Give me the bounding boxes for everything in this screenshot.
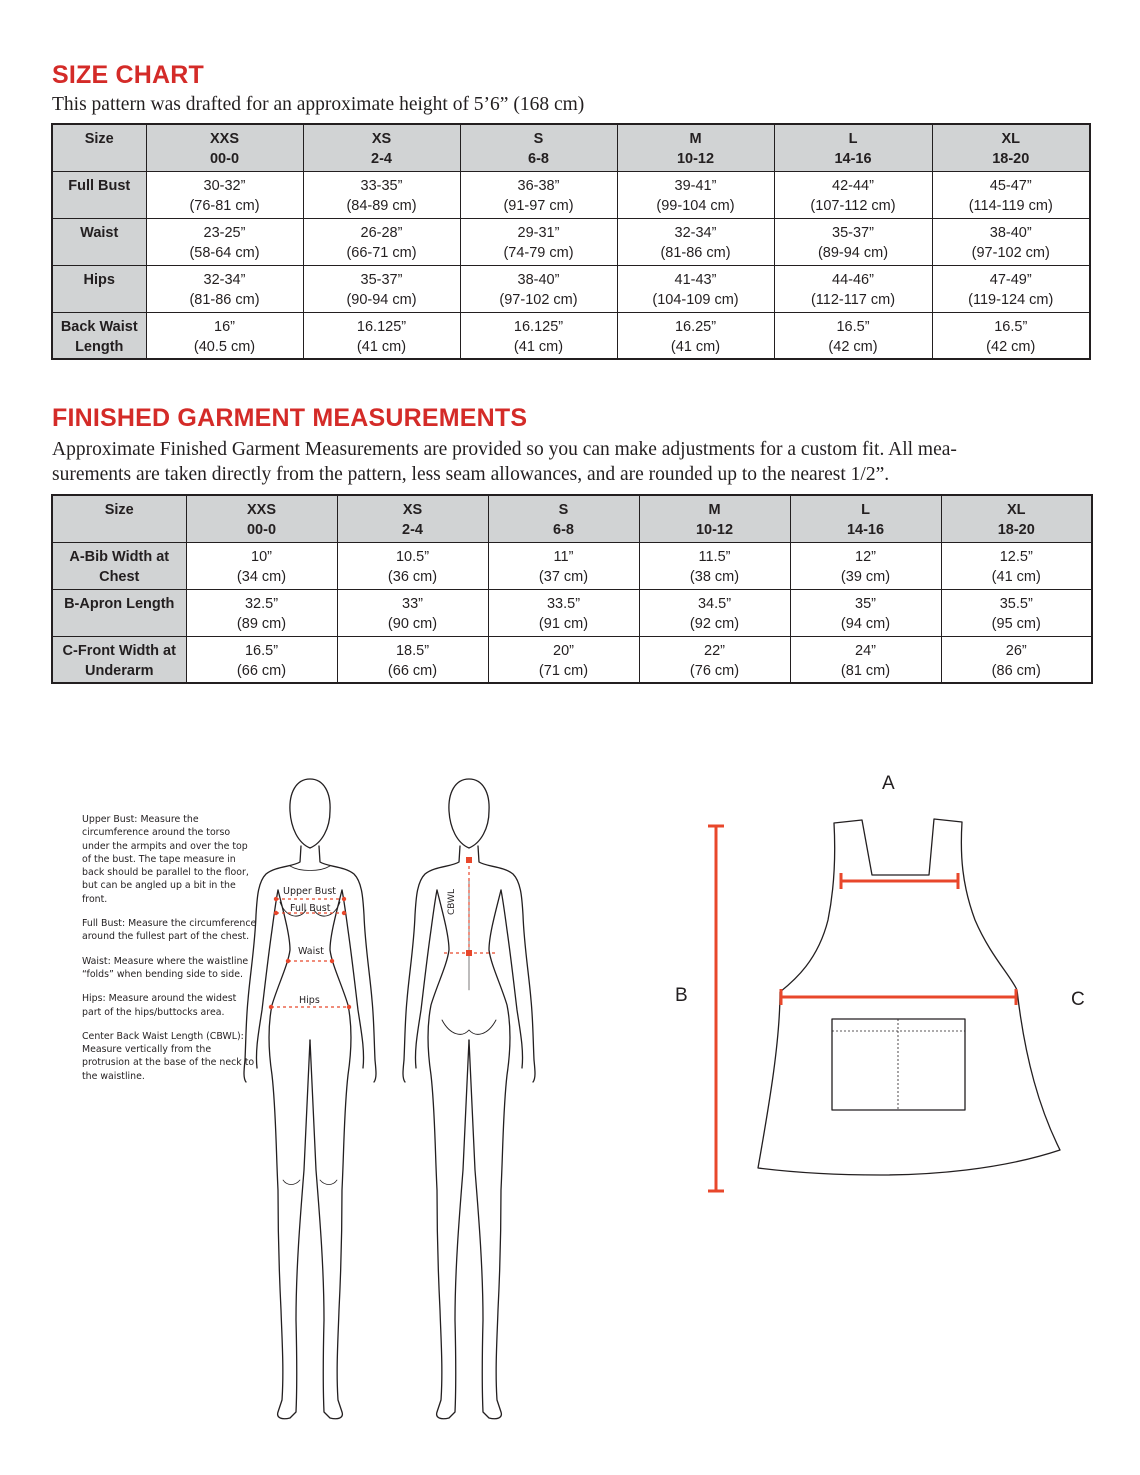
header-size-label: XL [1001, 131, 1021, 147]
value-cm: (42 cm) [986, 338, 1036, 355]
header-size-label: M [708, 502, 721, 518]
value-cm: (99-104 cm) [656, 197, 735, 214]
label-full-bust: Full Bust [290, 903, 331, 914]
value-inches: 33.5” [546, 595, 581, 612]
instruction-hips: Hips: Measure around the widest part of the hips/buttocks area. [82, 993, 237, 1018]
header-size-range: 14-16 [846, 522, 885, 538]
value-cm: (36 cm) [387, 568, 438, 585]
header-size-label: L [861, 502, 870, 518]
value-inches: 16.5” [836, 318, 870, 335]
header-size-label: Size [104, 502, 134, 518]
value-inches: 32-34” [674, 224, 717, 241]
value-cm: (76-81 cm) [189, 197, 260, 214]
value-inches: 23-25” [203, 224, 246, 241]
header-size-range: 18-20 [997, 522, 1035, 538]
value-cm: (95 cm) [991, 615, 1041, 632]
value-cm: (104-109 cm) [652, 291, 739, 308]
value-inches: 32-34” [203, 271, 246, 288]
row-label-line: Hips [83, 271, 115, 288]
finished-title: FINISHED GARMENT MEASUREMENTS [52, 404, 528, 432]
value-cm: (97-102 cm) [499, 291, 578, 308]
header-size-label: XS [371, 131, 392, 147]
apron-label-c: C [1071, 989, 1085, 1010]
apron-label-a: A [882, 773, 895, 794]
value-cm: (66 cm) [236, 662, 287, 679]
header-size-range: 00-0 [209, 151, 240, 167]
value-inches: 35.5” [999, 595, 1033, 612]
value-inches: 42-44” [832, 177, 874, 194]
finished-intro-line-1: Approximate Finished Garment Measurements are provided so you can make adjustments for a custom fit. All mea- [52, 439, 957, 460]
value-inches: 10.5” [395, 548, 430, 565]
value-cm: (97-102 cm) [971, 244, 1050, 261]
row-label-line: A-Bib Width at [69, 548, 170, 565]
value-inches: 12.5” [999, 548, 1033, 565]
value-cm: (86 cm) [991, 662, 1041, 679]
value-inches: 16.125” [513, 318, 564, 335]
value-cm: (119-124 cm) [968, 291, 1054, 308]
value-cm: (112-117 cm) [810, 291, 896, 308]
value-cm: (89-94 cm) [817, 244, 889, 261]
value-cm: (41 cm) [356, 338, 407, 355]
header-size-label: S [558, 502, 569, 518]
header-size-label: L [848, 131, 858, 147]
value-cm: (84-89 cm) [346, 197, 417, 214]
row-label-line: Length [75, 338, 124, 355]
value-inches: 16.125” [356, 318, 407, 335]
header-size-range: 00-0 [246, 522, 277, 538]
value-cm: (66-71 cm) [346, 244, 417, 261]
label-hips: Hips [299, 995, 320, 1006]
header-size-range: 6-8 [553, 522, 574, 538]
value-cm: (40.5 cm) [193, 338, 256, 355]
header-size-range: 10-12 [695, 522, 734, 538]
value-cm: (94 cm) [840, 615, 891, 632]
value-cm: (41 cm) [991, 568, 1041, 585]
value-cm: (107-112 cm) [810, 197, 896, 214]
value-inches: 12” [855, 548, 876, 565]
value-cm: (114-119 cm) [968, 197, 1053, 214]
header-size-range: 14-16 [834, 151, 872, 167]
value-inches: 35-37” [360, 271, 403, 288]
apron-label-b: B [675, 985, 688, 1006]
header-size-label: XXS [209, 131, 239, 147]
value-cm: (41 cm) [513, 338, 564, 355]
row-label-line: Underarm [85, 662, 154, 679]
instruction-full-bust: Full Bust: Measure the circumference around the fullest part of the chest. [82, 918, 257, 943]
row-label-line: B-Apron Length [64, 595, 175, 612]
value-inches: 47-49” [989, 271, 1032, 288]
label-waist: Waist [298, 946, 324, 957]
row-label-line: Chest [99, 568, 140, 585]
value-cm: (38 cm) [689, 568, 740, 585]
value-inches: 20” [553, 642, 574, 659]
value-inches: 22” [704, 642, 725, 659]
value-inches: 16.5” [244, 642, 279, 659]
value-cm: (91-97 cm) [503, 197, 574, 214]
value-inches: 24” [855, 642, 876, 659]
value-inches: 16” [214, 318, 235, 335]
value-cm: (81-86 cm) [189, 291, 260, 308]
value-inches: 35” [855, 595, 876, 612]
value-inches: 45-47” [989, 177, 1032, 194]
value-inches: 16.25” [674, 318, 717, 335]
label-upper-bust: Upper Bust [283, 886, 336, 897]
value-cm: (90-94 cm) [346, 291, 417, 308]
value-inches: 32.5” [244, 595, 279, 612]
header-size-label: Size [84, 131, 114, 147]
value-cm: (89 cm) [236, 615, 287, 632]
row-label-line: Back Waist [60, 318, 138, 335]
header-size-range: 6-8 [528, 151, 549, 167]
value-cm: (41 cm) [670, 338, 721, 355]
header-size-label: M [689, 131, 702, 147]
value-inches: 26-28” [360, 224, 403, 241]
value-inches: 36-38” [517, 177, 560, 194]
value-cm: (90 cm) [387, 615, 438, 632]
finished-intro-line-2: surements are taken directly from the pattern, less seam allowances, and are rounded up to the nearest 1/2”. [52, 464, 890, 485]
front-body-figure [244, 779, 376, 1419]
value-cm: (39 cm) [840, 568, 891, 585]
label-cbwl: CBWL [447, 888, 457, 915]
row-label-line: Full Bust [68, 177, 131, 194]
size-chart-title: SIZE CHART [52, 61, 204, 89]
header-size-label: XS [402, 502, 423, 518]
value-inches: 39-41” [674, 177, 717, 194]
value-inches: 11.5” [698, 548, 731, 565]
value-inches: 38-40” [989, 224, 1032, 241]
value-cm: (42 cm) [828, 338, 878, 355]
value-cm: (37 cm) [538, 568, 589, 585]
value-cm: (71 cm) [538, 662, 589, 679]
header-size-label: S [533, 131, 544, 147]
value-cm: (66 cm) [387, 662, 438, 679]
value-inches: 33-35” [360, 177, 403, 194]
value-cm: (81 cm) [840, 662, 891, 679]
value-cm: (74-79 cm) [503, 244, 574, 261]
value-inches: 26” [1005, 642, 1027, 659]
header-size-range: 10-12 [676, 151, 715, 167]
apron-measure-lines [708, 826, 1016, 1191]
row-label-line: C-Front Width at [62, 642, 176, 659]
value-inches: 16.5” [994, 318, 1028, 335]
value-inches: 35-37” [832, 224, 874, 241]
value-cm: (91 cm) [538, 615, 589, 632]
instruction-cbwl: Center Back Waist Length (CBWL): Measure vertically from the protrusion at the base of the neck to the waistline. [82, 1030, 255, 1082]
value-inches: 41-43” [674, 271, 717, 288]
instruction-upper-bust: Upper Bust: Measure the circumference around the torso under the armpits and over the top of the bust. The tape measure in back should be parallel to the floor, but can be angled up a bit in the front. [82, 814, 249, 905]
size-chart-subtitle: This pattern was drafted for an approximate height of 5’6” (168 cm) [52, 94, 585, 115]
value-cm: (76 cm) [689, 662, 740, 679]
value-cm: (92 cm) [689, 615, 740, 632]
value-inches: 11” [553, 548, 574, 565]
value-cm: (58-64 cm) [189, 244, 260, 261]
value-inches: 10” [251, 548, 272, 565]
value-inches: 33” [402, 595, 423, 612]
value-cm: (34 cm) [236, 568, 287, 585]
row-label-line: Waist [80, 224, 119, 241]
value-inches: 34.5” [697, 595, 732, 612]
header-size-range: 18-20 [992, 151, 1030, 167]
instruction-waist: Waist: Measure where the waistline “folds” when bending side to side. [82, 955, 249, 980]
header-size-range: 2-4 [371, 151, 392, 167]
value-inches: 29-31” [517, 224, 560, 241]
value-cm: (81-86 cm) [660, 244, 731, 261]
value-inches: 44-46” [832, 271, 874, 288]
header-size-range: 2-4 [402, 522, 423, 538]
value-inches: 38-40” [517, 271, 560, 288]
value-inches: 30-32” [203, 177, 246, 194]
header-size-label: XL [1006, 502, 1026, 518]
header-size-label: XXS [246, 502, 276, 518]
value-inches: 18.5” [395, 642, 430, 659]
